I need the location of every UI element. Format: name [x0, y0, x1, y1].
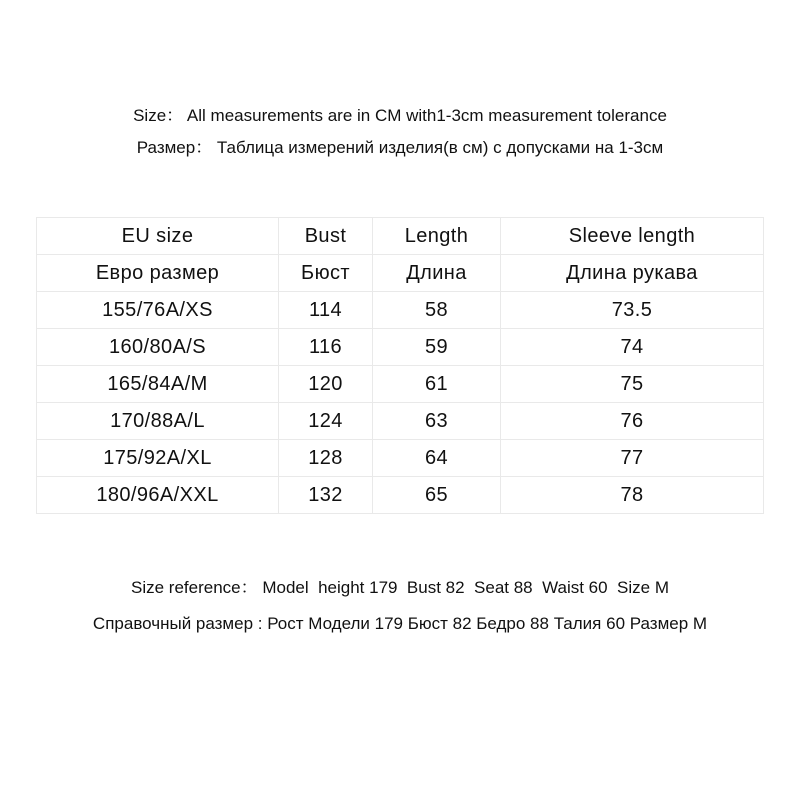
- sleeve-length-cell: 78: [501, 477, 764, 514]
- col-header-bust-ru: Бюст: [279, 255, 373, 292]
- size-cell: 160/80A/S: [37, 329, 279, 366]
- col-header-bust: Bust: [279, 218, 373, 255]
- sleeve-length-cell: 76: [501, 403, 764, 440]
- bust-cell: 114: [279, 292, 373, 329]
- size-cell: 170/88A/L: [37, 403, 279, 440]
- sleeve-length-cell: 73.5: [501, 292, 764, 329]
- tolerance-note-en: Size： All measurements are in CM with1-3cm measurement tolerance: [133, 106, 667, 125]
- table-row: [37, 477, 764, 514]
- table-row: [37, 366, 764, 403]
- bust-cell: 116: [279, 329, 373, 366]
- table-row: [37, 292, 764, 329]
- size-reference-en: Size reference： Model height 179 Bust 82 Seat 88 Waist 60 Size M: [131, 578, 669, 597]
- table-row: [37, 440, 764, 477]
- size-cell: 155/76A/XS: [37, 292, 279, 329]
- bust-cell: 128: [279, 440, 373, 477]
- length-cell: 61: [373, 366, 501, 403]
- header-row-ru: [37, 255, 764, 292]
- size-reference-ru: Справочный размер : Рост Модели 179 Бюст 82 Бедро 88 Талия 60 Размер М: [92, 614, 708, 633]
- length-cell: 63: [373, 403, 501, 440]
- length-cell: 65: [373, 477, 501, 514]
- bust-cell: 120: [279, 366, 373, 403]
- length-cell: 59: [373, 329, 501, 366]
- col-header-eu-size-ru: Евро размер: [37, 255, 279, 292]
- bust-cell: 124: [279, 403, 373, 440]
- sleeve-length-cell: 75: [501, 366, 764, 403]
- tolerance-note-ru: Размер： Таблица измерений изделия(в см) с допусками на 1-3см: [136, 138, 664, 157]
- col-header-sleeve-length: Sleeve length: [501, 218, 764, 255]
- col-header-length: Length: [373, 218, 501, 255]
- table-row: [37, 403, 764, 440]
- sleeve-length-cell: 77: [501, 440, 764, 477]
- bust-cell: 132: [279, 477, 373, 514]
- size-cell: 165/84A/M: [37, 366, 279, 403]
- col-header-sleeve-length-ru: Длина рукава: [501, 255, 764, 292]
- length-cell: 64: [373, 440, 501, 477]
- size-cell: 180/96A/XXL: [37, 477, 279, 514]
- size-cell: 175/92A/XL: [37, 440, 279, 477]
- header-row-en: [37, 218, 764, 255]
- sleeve-length-cell: 74: [501, 329, 764, 366]
- col-header-length-ru: Длина: [373, 255, 501, 292]
- table-row: [37, 329, 764, 366]
- length-cell: 58: [373, 292, 501, 329]
- size-table: [36, 217, 764, 514]
- col-header-eu-size: EU size: [37, 218, 279, 255]
